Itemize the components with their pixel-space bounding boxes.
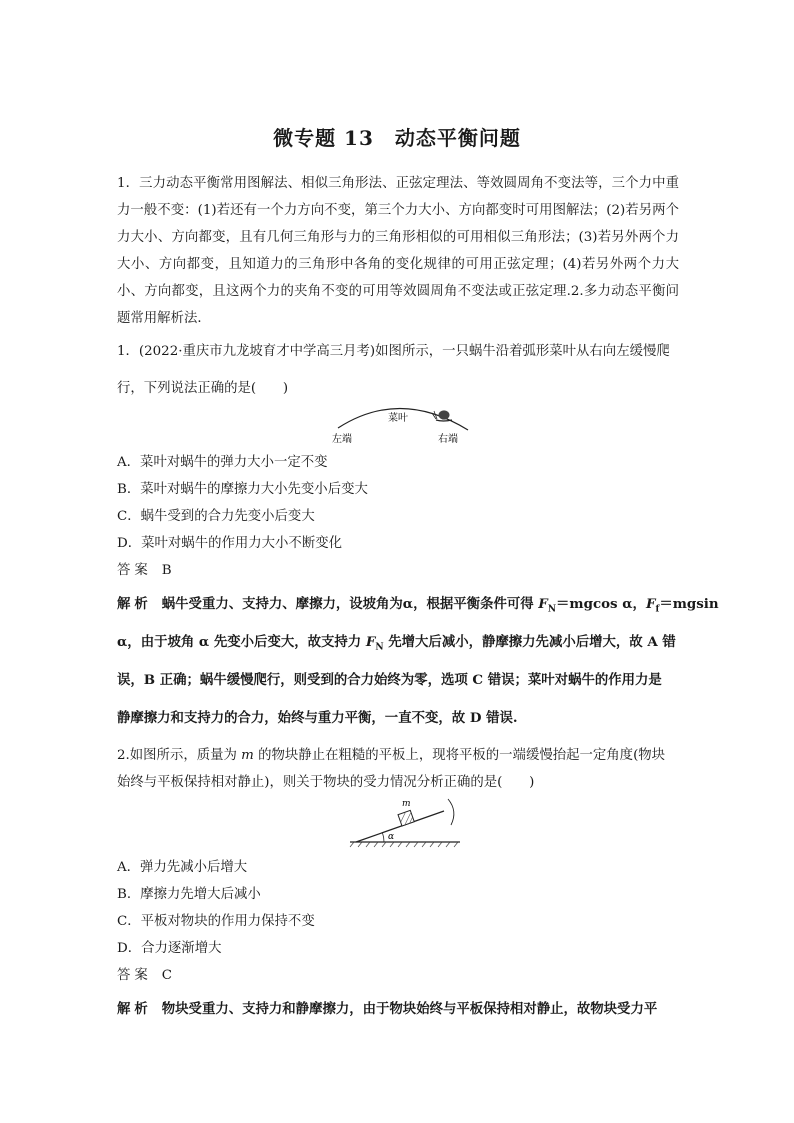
q2-mass-symbol: m	[241, 748, 254, 763]
q2-option-b: B．摩擦力先增大后减小	[117, 887, 261, 902]
q1-fn-symbol-2: F	[365, 634, 376, 650]
q1-option-d: D．菜叶对蜗牛的作用力大小不断变化	[117, 536, 342, 551]
q2-answer	[117, 964, 172, 983]
q2-option-d: D．合力逐渐增大	[117, 941, 222, 956]
incline-block-figure	[348, 795, 468, 850]
block-icon	[398, 810, 414, 826]
q2-stem-line2: 始终与平板保持相对静止)，则关于物块的受力情况分析正确的是( )	[117, 775, 535, 790]
q1-stem-line1: 1．(2022·重庆市九龙坡育才中学高三月考)如图所示，一只蜗牛沿着弧形菜叶从右向左缓慢爬	[117, 344, 670, 359]
q1-ff-subscript: f	[655, 604, 660, 615]
q2-answer-label: 答案	[117, 968, 152, 983]
q1-analysis-line3: 误，B 正确；蜗牛缓慢爬行，则受到的合力始终为零，选项 C 错误；菜叶对蜗牛的作用力是	[117, 672, 662, 688]
q1-analysis-text5: 先增大后减小，静摩擦力先减小后增大，故 A 错	[383, 634, 676, 650]
q1-option-b: B．菜叶对蜗牛的摩擦力大小先变小后变大	[117, 482, 368, 497]
q1-analysis-text2: ＝mgcos α，	[556, 596, 646, 612]
q2-stem-line1	[117, 744, 665, 763]
q1-stem-line2: 行，下列说法正确的是( )	[117, 381, 289, 396]
q1-fn-subscript: N	[547, 604, 557, 615]
q1-option-c: C．蜗牛受到的合力先变小后变大	[117, 509, 315, 524]
q2-analysis-line1	[117, 998, 657, 1017]
q1-analysis-text3: ＝mgsin	[659, 596, 719, 612]
mass-label: m	[402, 799, 411, 809]
q2-analysis-text1: 物块受重力、支持力和静摩擦力，由于物块始终与平板保持相对静止，故物块受力平	[161, 1001, 658, 1017]
angle-label: α	[388, 832, 395, 842]
q2-option-c: C．平板对物块的作用力保持不变	[117, 914, 315, 929]
leaf-label: 菜叶	[388, 413, 408, 424]
angle-arc	[383, 833, 385, 842]
q1-analysis-text4: α，由于坡角 α 先变小后变大，故支持力	[117, 634, 366, 650]
q1-fn-subscript-2: N	[375, 642, 384, 653]
q2-stem-text1: 2.如图所示，质量为	[117, 748, 242, 763]
q1-option-a: A．菜叶对蜗牛的弹力大小一定不变	[117, 455, 328, 470]
ground-hatch	[350, 842, 458, 847]
q2-option-a: A．弹力先减小后增大	[117, 860, 248, 875]
q1-analysis-line2	[117, 631, 676, 653]
q1-answer-value: B	[161, 563, 172, 578]
q1-analysis-line1	[117, 593, 719, 615]
q2-analysis-label: 解析	[117, 1001, 152, 1017]
q2-stem-text2: 的物块静止在粗糙的平板上，现将平板的一端缓慢抬起一定角度(物块	[253, 748, 666, 763]
snail-leaf-figure	[320, 396, 470, 446]
right-end-label: 右端	[438, 434, 458, 445]
q1-fn-symbol: F	[538, 596, 548, 612]
left-end-label: 左端	[332, 434, 352, 445]
intro-paragraph: 1．三力动态平衡常用图解法、相似三角形法、正弦定理法、等效圆周角不变法等，三个力中重力一般不变：(1)若还有一个力方向不变，第三个力大小、方向都变时可用图解法；(2)若另两个力大小、方向都变，且有几何三角形与力的三角形相似的可用相似三角形法；(3)若另外两个力大小、方向都变，且知道力的三角形中各角的变化规律的可用正弦定理；(4)若另外两个力大小、方向都变，且这两个力的夹角不变的可用等效圆周角不变法或正弦定理.2.多力动态平衡问题常用解析法．	[117, 176, 679, 326]
q1-ff-symbol: F	[645, 596, 656, 612]
q1-analysis-text1: 蜗牛受重力、支持力、摩擦力，设坡角为α，根据平衡条件可得	[161, 596, 539, 612]
q1-analysis-line4: 静摩擦力和支持力的合力，始终与重力平衡，一直不变，故 D 错误.	[117, 710, 518, 726]
q1-answer-label: 答案	[117, 563, 152, 578]
rotation-arc	[448, 799, 454, 825]
q1-answer	[117, 559, 172, 578]
q1-analysis-label: 解析	[117, 596, 152, 612]
page-title: 微专题 13 动态平衡问题	[273, 126, 521, 150]
q2-answer-value: C	[161, 968, 173, 983]
